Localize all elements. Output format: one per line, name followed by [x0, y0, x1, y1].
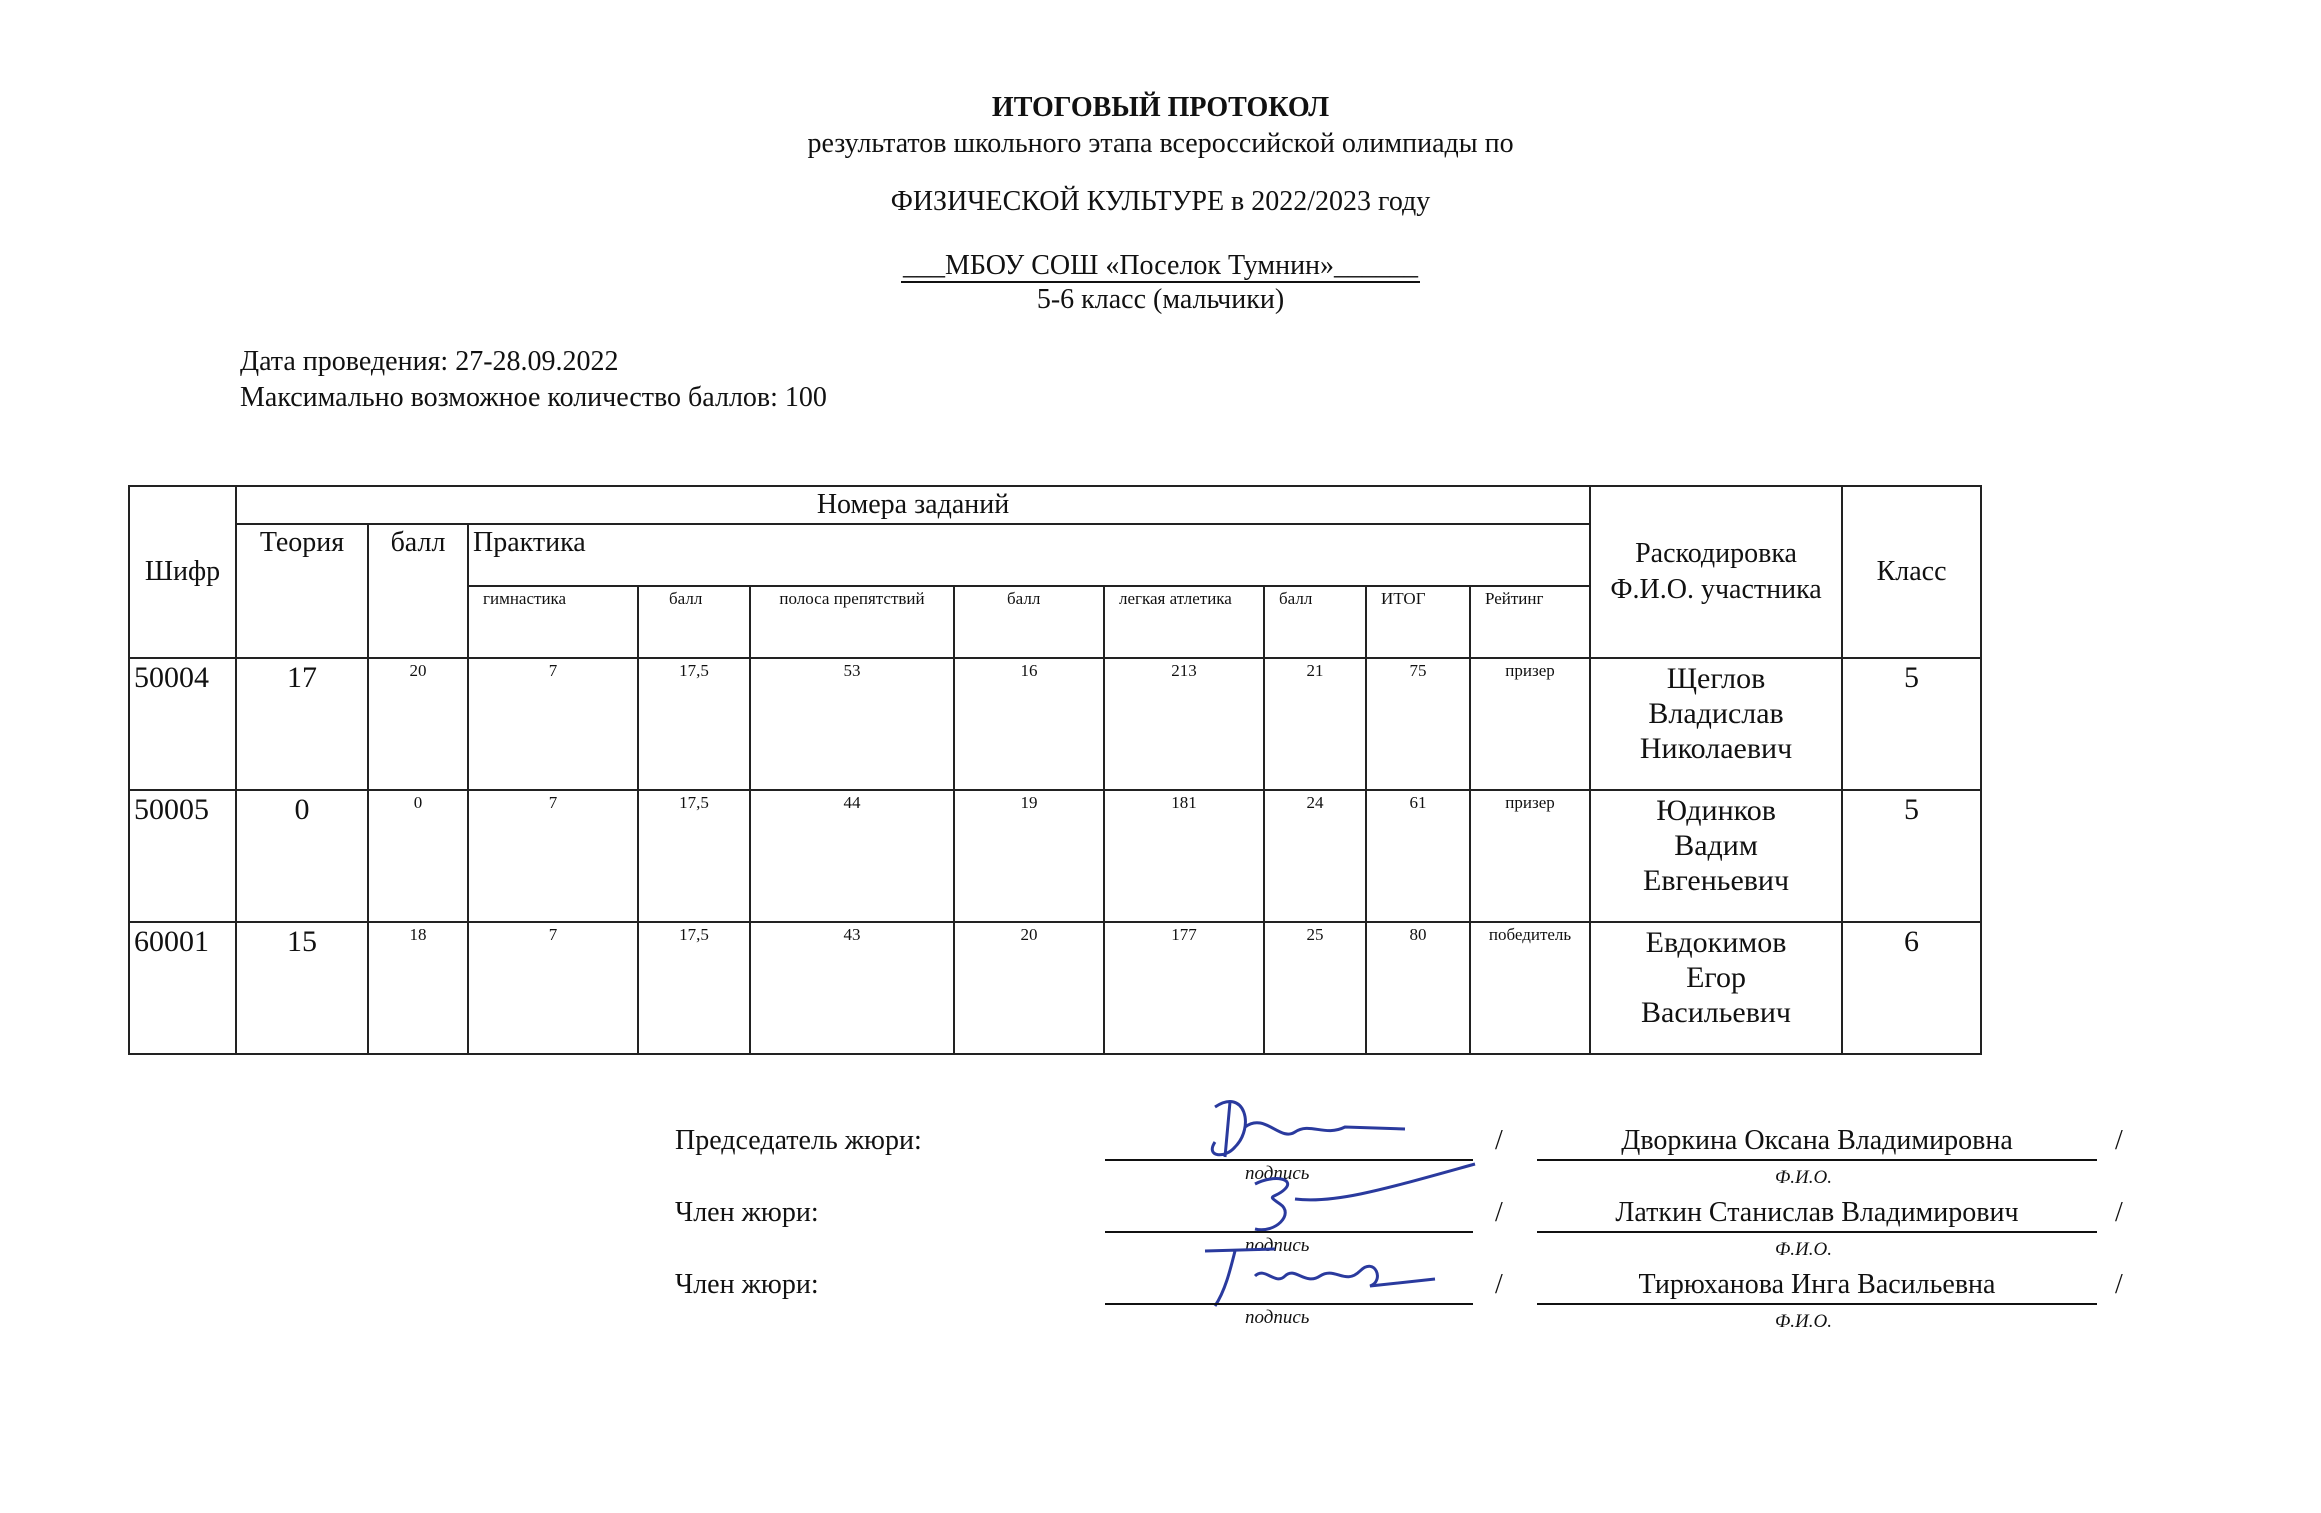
cell-athletics-score: 25 [1264, 922, 1366, 1054]
cell-theory: 17 [236, 658, 368, 790]
cell-obstacle-score: 16 [954, 658, 1104, 790]
cell-rating: победитель [1470, 922, 1590, 1054]
cell-class: 5 [1842, 658, 1981, 790]
signature-role: Член жюри: [675, 1269, 819, 1300]
cell-gymnastics-score: 17,5 [638, 922, 750, 1054]
header-row-1 [129, 486, 1981, 524]
name-first: Егор [1686, 961, 1746, 994]
table-row [129, 790, 1981, 922]
cell-gymnastics: 7 [468, 658, 638, 790]
event-date: Дата проведения: 27-28.09.2022 [240, 346, 619, 377]
fio-caption: Ф.И.О. [1775, 1167, 1832, 1188]
cell-participant-name [1590, 790, 1842, 922]
separator-slash: / [1495, 1125, 1503, 1156]
cell-participant-name [1590, 658, 1842, 790]
separator-slash: / [1495, 1269, 1503, 1300]
signature-role: Председатель жюри: [675, 1125, 922, 1156]
header-athletics-score: балл [1264, 586, 1366, 658]
name-patronymic: Васильевич [1641, 996, 1792, 1029]
header-obstacle: полоса препятствий [750, 586, 954, 658]
cell-rating: призер [1470, 790, 1590, 922]
separator-slash: / [2115, 1269, 2123, 1300]
fio-line [1537, 1303, 2097, 1305]
fio-caption: Ф.И.О. [1775, 1311, 1832, 1332]
header-gymnastics-score: балл [638, 586, 750, 658]
cell-cipher: 50005 [129, 790, 236, 922]
school-name [0, 250, 2321, 282]
jury-member-name: Дворкина Оксана Владимировна [1621, 1125, 2013, 1156]
header-gymnastics: гимнастика [468, 586, 638, 658]
fio-line [1537, 1231, 2097, 1233]
handwritten-signature-3 [1185, 1231, 1445, 1321]
grade-label: 5-6 класс (мальчики) [1036, 284, 1285, 315]
cell-athletics: 181 [1104, 790, 1264, 922]
header-cipher: Шифр [129, 486, 236, 658]
cell-theory-score: 0 [368, 790, 468, 922]
results-table [128, 485, 1982, 1055]
separator-slash: / [1495, 1197, 1503, 1228]
fio-line [1537, 1159, 2097, 1161]
cell-obstacle: 44 [750, 790, 954, 922]
cell-total: 75 [1366, 658, 1470, 790]
cell-athletics: 177 [1104, 922, 1264, 1054]
header-decode: Раскодировка Ф.И.О. участника [1590, 486, 1842, 658]
max-score: Максимально возможное количество баллов: 100 [240, 382, 827, 413]
jury-member-name: Тирюханова Инга Васильевна [1638, 1269, 1996, 1300]
cell-total: 61 [1366, 790, 1470, 922]
cell-theory-score: 18 [368, 922, 468, 1054]
name-last: Евдокимов [1645, 926, 1787, 959]
name-first: Владислав [1648, 697, 1784, 730]
olympiad-subject: ФИЗИЧЕСКОЙ КУЛЬТУРЕ в 2022/2023 году [890, 186, 1431, 217]
cell-theory-score: 20 [368, 658, 468, 790]
cell-athletics-score: 24 [1264, 790, 1366, 922]
cell-gymnastics-score: 17,5 [638, 658, 750, 790]
name-last: Юдинков [1656, 794, 1776, 827]
header-rating: Рейтинг [1470, 586, 1590, 658]
header-task-numbers: Номера заданий [236, 486, 1590, 524]
name-patronymic: Евгеньевич [1643, 864, 1790, 897]
cell-obstacle-score: 20 [954, 922, 1104, 1054]
cell-theory: 15 [236, 922, 368, 1054]
signature-row-member-2 [675, 1269, 2155, 1332]
cell-class: 6 [1842, 922, 1981, 1054]
cell-theory: 0 [236, 790, 368, 922]
cell-obstacle: 43 [750, 922, 954, 1054]
name-patronymic: Николаевич [1639, 732, 1793, 765]
cell-obstacle: 53 [750, 658, 954, 790]
table-row [129, 922, 1981, 1054]
header-theory-score: балл [368, 524, 468, 658]
name-last: Щеглов [1666, 662, 1766, 695]
document-title: ИТОГОВЫЙ ПРОТОКОЛ [991, 92, 1330, 123]
cell-cipher: 50004 [129, 658, 236, 790]
separator-slash: / [2115, 1197, 2123, 1228]
signature-caption: подпись [1245, 1235, 1310, 1256]
signature-caption: подпись [1245, 1163, 1310, 1184]
jury-member-name: Латкин Станислав Владимирович [1615, 1197, 2019, 1228]
header-total: ИТОГ [1366, 586, 1470, 658]
signature-line [1105, 1303, 1473, 1305]
cell-obstacle-score: 19 [954, 790, 1104, 922]
header-class: Класс [1842, 486, 1981, 658]
cell-gymnastics: 7 [468, 790, 638, 922]
cell-athletics-score: 21 [1264, 658, 1366, 790]
cell-class: 5 [1842, 790, 1981, 922]
cell-gymnastics: 7 [468, 922, 638, 1054]
header-athletics: легкая атлетика [1104, 586, 1264, 658]
cell-gymnastics-score: 17,5 [638, 790, 750, 922]
signature-caption: подпись [1245, 1307, 1310, 1328]
cell-participant-name [1590, 922, 1842, 1054]
name-first: Вадим [1674, 829, 1758, 862]
table-row [129, 658, 1981, 790]
cell-rating: призер [1470, 658, 1590, 790]
header-practice: Практика [468, 524, 1590, 586]
school-name-text: ___МБОУ СОШ «Поселок Тумнин»______ [902, 250, 1419, 281]
signature-role: Член жюри: [675, 1197, 819, 1228]
separator-slash: / [2115, 1125, 2123, 1156]
cell-athletics: 213 [1104, 658, 1264, 790]
fio-caption: Ф.И.О. [1775, 1239, 1832, 1260]
cell-cipher: 60001 [129, 922, 236, 1054]
header-theory: Теория [236, 524, 368, 658]
header-obstacle-score: балл [954, 586, 1104, 658]
cell-total: 80 [1366, 922, 1470, 1054]
document-subtitle: результатов школьного этапа всероссийской олимпиады по [807, 128, 1514, 159]
